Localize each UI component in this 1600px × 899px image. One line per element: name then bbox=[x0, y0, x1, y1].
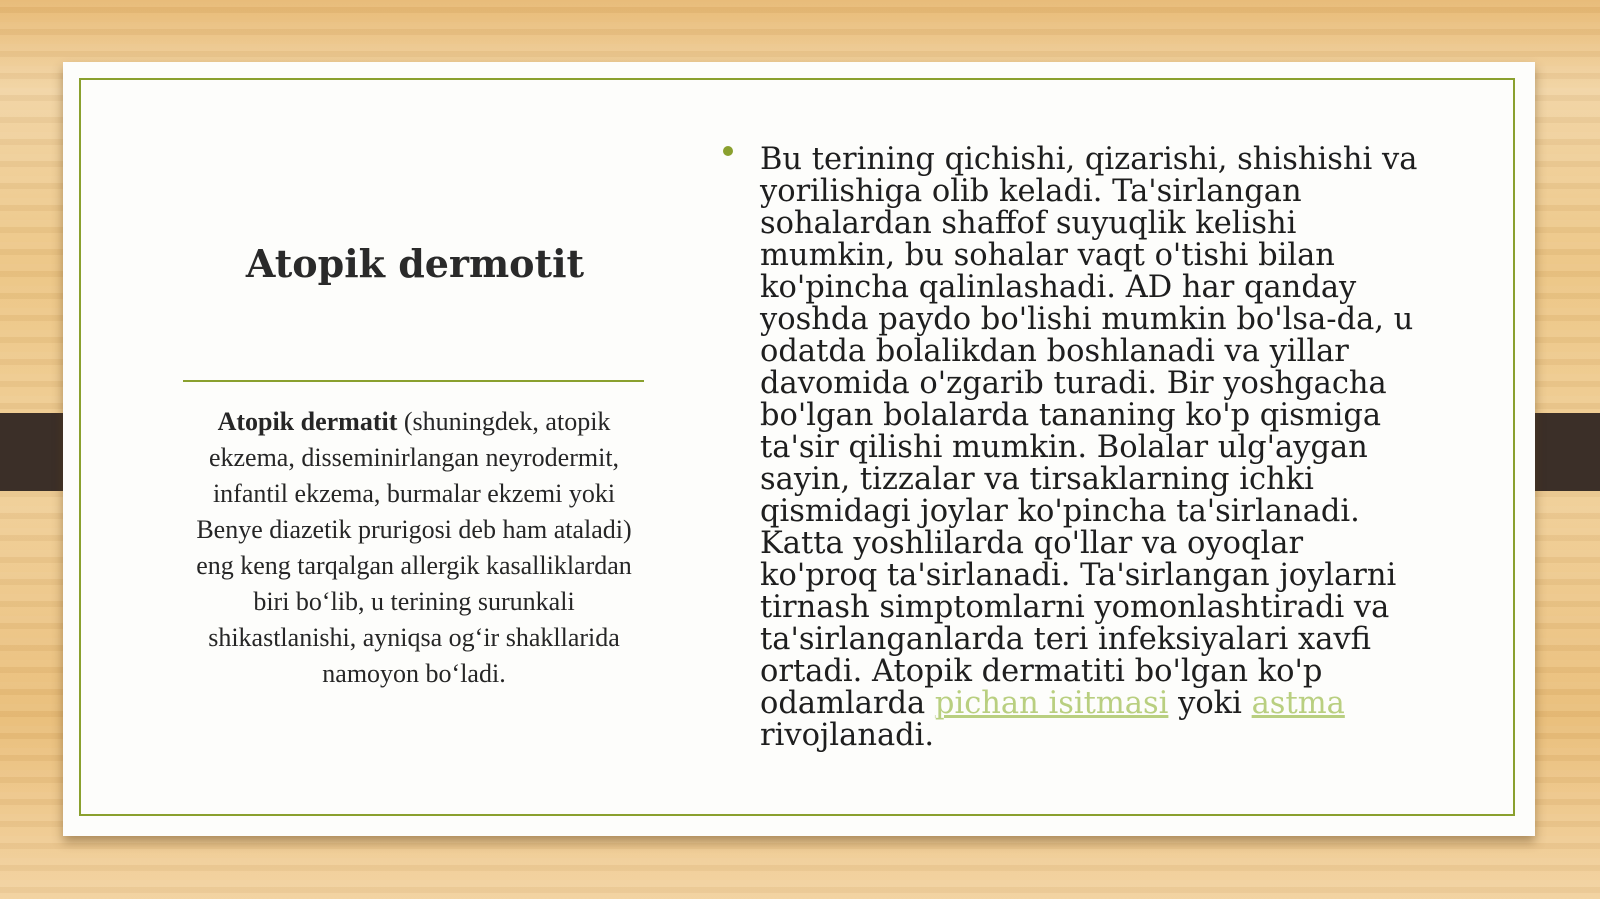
bold-term: Atopik dermatit bbox=[217, 407, 398, 436]
right-body-end: rivojlanadi. bbox=[760, 718, 935, 753]
right-body-text bbox=[760, 144, 1425, 752]
left-body-description: (shuningdek, atopik ekzema, disseminirlangan neyrodermit, infantil ekzema, burmalar ekzemi yoki Benye diazetik prurigosi deb ham ataladi) eng keng tarqalgan allergik kasalliklardan biri bo‘lib, u terining surunkali shikastlanishi, ayniqsa og‘ir shakllarida namoyon bo‘ladi. bbox=[196, 407, 632, 688]
right-body-connector: yoki bbox=[1168, 686, 1252, 721]
bullet-dot bbox=[723, 146, 733, 156]
left-body-text bbox=[180, 404, 648, 692]
slide-title: Atopik dermotit bbox=[245, 241, 585, 286]
title-divider bbox=[183, 380, 644, 382]
link-pichan-isitmasi[interactable]: pichan isitmasi bbox=[934, 686, 1169, 721]
right-body-main: Bu terining qichishi, qizarishi, shishishi va yorilishiga olib keladi. Ta'sirlangan sohalardan shaffof suyuqlik kelishi mumkin, bu sohalar vaqt o'tishi bilan ko'pincha qalinlashadi. AD har qanday yoshda paydo bo'lishi mumkin bo'lsa-da, u odatda bolalikdan boshlanadi va yillar davomida o'zgarib turadi. Bir yoshgacha bo'lgan bolalarda tananing ko'p qismiga ta'sir qilishi mumkin. Bolalar ulg'aygan sayin, tizzalar va tirsaklarning ichki qismidagi joylar ko'pincha ta'sirlanadi. Katta yoshlilarda qo'llar va oyoqlar ko'proq ta'sirlanadi. Ta'sirlangan joylarni tirnash simptomlarni yomonlashtiradi va ta'sirlanganlarda teri infeksiyalari xavfi ortadi. Atopik dermatiti bo'lgan ko'p odamlarda bbox=[760, 142, 1418, 721]
link-astma[interactable]: astma bbox=[1251, 686, 1345, 721]
